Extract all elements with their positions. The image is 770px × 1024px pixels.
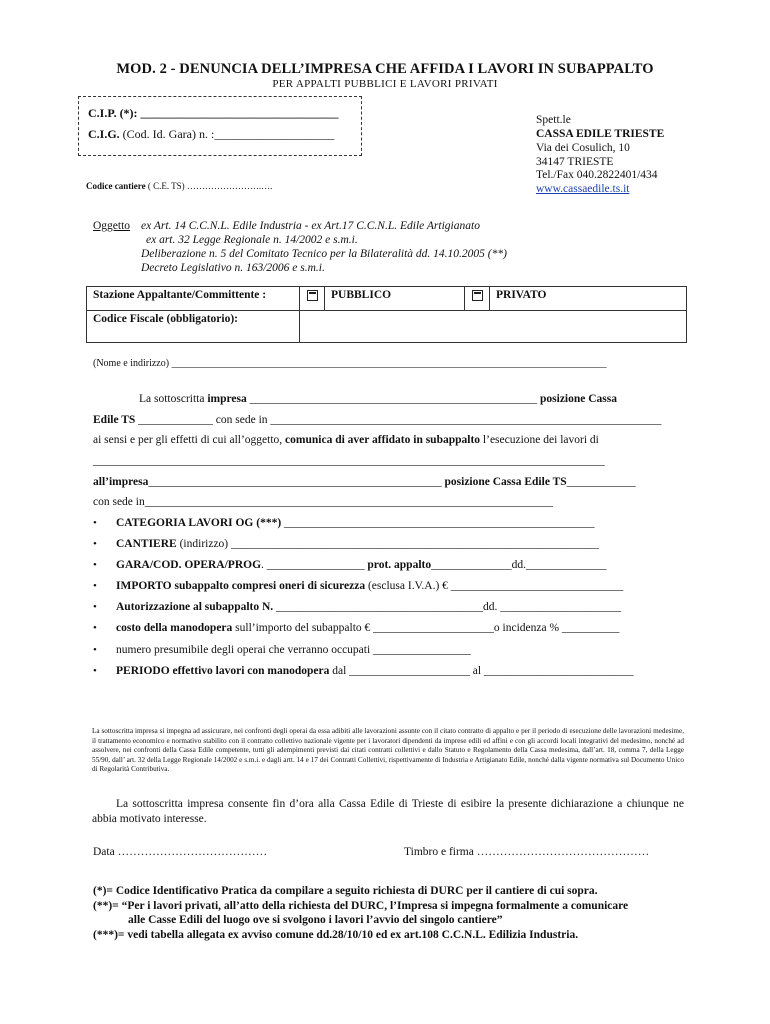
timbro-firma-field[interactable]: Timbro e firma ………………………………………	[404, 846, 650, 858]
bullet-field[interactable]	[116, 580, 623, 592]
comunica-line	[93, 434, 599, 446]
checkbox-icon	[307, 290, 318, 301]
bullet-field[interactable]	[116, 601, 621, 613]
text-span: impresa	[207, 393, 247, 405]
text-span: ______________________________________________________	[281, 517, 595, 529]
bullet-field[interactable]	[116, 644, 471, 656]
stazione-appaltante-table	[86, 286, 687, 343]
checkbox-icon	[472, 290, 483, 301]
text-span: ______________dd.______________	[431, 559, 607, 571]
text-span: Edile TS	[93, 414, 136, 426]
oggetto-line1: ex Art. 14 C.C.N.L. Edile Industria - ex Art.17 C.C.N.L. Edile Artigianato	[141, 220, 480, 232]
bullet-icon: •	[93, 559, 97, 571]
bullet-field[interactable]	[116, 517, 595, 529]
stazione-label: Stazione Appaltante/Committente :	[87, 287, 300, 311]
cig-label: C.I.G.	[88, 127, 120, 141]
oggetto-line4: Decreto Legislativo n. 163/2006 e s.m.i.	[141, 262, 325, 274]
recipient-street: Via dei Cosulich, 10	[536, 142, 630, 154]
sede-line[interactable]: con sede in_______________________________________________________________________	[93, 496, 553, 508]
text-span: ____________	[566, 476, 636, 488]
recipient-phone: Tel./Fax 040.2822401/434	[536, 169, 658, 181]
text-span: . _________________	[261, 559, 368, 571]
text-span: CATEGORIA LAVORI OG (***)	[116, 517, 282, 529]
text-span: sull’importo del subappalto € _____________________o incidenza % __________	[232, 622, 620, 634]
subappaltatore-line[interactable]	[93, 476, 636, 488]
recipient-website-link[interactable]: www.cassaedile.ts.it	[536, 183, 630, 195]
footnote-cip: (*)= Codice Identificativo Pratica da compilare a seguito richiesta di DURC per il cantiere di cui sopra.	[93, 885, 598, 897]
text-span: PERIODO effettivo lavori con manodopera	[116, 665, 330, 677]
text-span: ai sensi e per gli effetti di cui all’oggetto,	[93, 434, 286, 446]
text-span: l’esecuzione dei lavori di	[480, 434, 599, 446]
text-span: GARA/COD. OPERA/PROG	[116, 559, 262, 571]
form-subtitle: PER APPALTI PUBBLICI E LAVORI PRIVATI	[272, 78, 498, 90]
codice-fiscale-label: Codice Fiscale (obbligatorio):	[87, 311, 300, 343]
codice-fiscale-field[interactable]	[300, 311, 687, 343]
text-span: posizione Cassa	[540, 393, 617, 405]
edile-ts-line[interactable]	[93, 414, 661, 426]
text-span: posizione Cassa Edile TS	[444, 476, 567, 488]
text-span: ____________________________________dd. _____________________	[273, 601, 622, 613]
impegno-note: La sottoscritta impresa si impegna ad assicurare, nei confronti degli operai da essa adibiti alle lavorazioni assunte con il citato contratto di appalto e per il periodo di esecuzione delle lavorazioni medesime, il trattamento economico e normativo stabilito con il contratto collettivo nazionale vigente per i lavoratori dipendenti da imprese edili ed affini e con gli accordi locali integrativi del medesimo, nonché ad assolvere, nei confronti della Cassa Edile competente, tutti gli adempimenti previsti dai citati contratti collettivi e dallo Statuto e Regolamento della Cassa medesima, dall’art. 18, comma 7, della Legge 55/90, dall’ art. 32 della Legge Regionale 14/2002 e s.m.i. e dagli artt. 14 e 17 dei Contratti Collettivi, rispettivamente di Industria e Artigianato Edile, nonché dalla vigente normativa sul Documento Unico di Regolarità Contributiva.	[92, 727, 684, 774]
recipient-city: 34147 TRIESTE	[536, 156, 614, 168]
privato-checkbox[interactable]	[465, 287, 490, 311]
text-span: La sottoscritta	[139, 393, 208, 405]
bullet-icon: •	[93, 601, 97, 613]
pubblico-label: PUBBLICO	[325, 287, 465, 311]
text-span: all’impresa	[93, 476, 149, 488]
footnote-privati: (**)= “Per i lavori privati, all’atto della richiesta del DURC, l’Impresa si impegna formalmente a comunicare	[93, 900, 629, 912]
bullet-icon: •	[93, 665, 97, 677]
impresa-line[interactable]	[139, 393, 617, 405]
cig-field[interactable]	[88, 127, 334, 142]
bullet-field[interactable]	[116, 665, 633, 677]
text-span: CANTIERE	[116, 538, 177, 550]
text-span: __________________________________________________	[246, 393, 540, 405]
privato-label: PRIVATO	[490, 287, 687, 311]
codes-box	[78, 96, 362, 156]
recipient-name: CASSA EDILE TRIESTE	[536, 128, 665, 140]
bullet-icon: •	[93, 644, 97, 656]
text-span: (indirizzo) ________________________________________________________________	[176, 538, 600, 550]
footnote-privati-cont: alle Casse Edili del luogo ove si svolgono i lavori l’avvio del singolo cantiere”	[128, 914, 503, 926]
bullet-field[interactable]	[116, 622, 619, 634]
recipient-line1: Spett.le	[536, 114, 571, 126]
consent-paragraph: La sottoscritta impresa consente fin d’ora alla Cassa Edile di Trieste di esibire la presente dichiarazione a chiunque ne abbia motivato interesse.	[92, 798, 684, 825]
bullet-icon: •	[93, 580, 97, 592]
text-span: ___________________________________________________	[148, 476, 445, 488]
text-span: dal _____________________ al __________________________	[329, 665, 634, 677]
form-title: MOD. 2 - DENUNCIA DELL’IMPRESA CHE AFFIDA I LAVORI IN SUBAPPALTO	[116, 61, 654, 77]
cig-rest: (Cod. Id. Gara) n. :____________________	[119, 127, 335, 141]
text-span: numero presumibile degli operai che verranno occupati _________________	[116, 644, 471, 656]
pubblico-checkbox[interactable]	[300, 287, 325, 311]
bullet-field[interactable]	[116, 538, 599, 550]
nome-indirizzo-field[interactable]: (Nome e indirizzo) _______________________________________________________________________________________	[93, 358, 607, 369]
text-span: Autorizzazione al subappalto N.	[116, 601, 274, 613]
oggetto-line3: Deliberazione n. 5 del Comitato Tecnico per la Bilateralità dd. 14.10.2005 (**)	[141, 248, 507, 260]
data-field[interactable]: Data …………………………………	[93, 846, 268, 858]
text-span: IMPORTO subappalto compresi oneri di sicurezza	[116, 580, 366, 592]
bullet-icon: •	[93, 538, 97, 550]
text-span: _____________ con sede in ____________________________________________________________________	[135, 414, 662, 426]
text-span: prot. appalto	[367, 559, 432, 571]
bullet-field[interactable]	[116, 559, 606, 571]
bullet-icon: •	[93, 622, 97, 634]
cip-field[interactable]: C.I.P. (*): _________________________________	[88, 106, 339, 120]
codice-cantiere-field[interactable]	[86, 181, 272, 191]
text-span: (esclusa I.V.A.) € ______________________________	[365, 580, 624, 592]
oggetto-line2: ex art. 32 Legge Regionale n. 14/2002 e s.m.i.	[146, 234, 358, 246]
cantiere-rest: ( C.E. TS) …………………….….	[145, 181, 273, 191]
oggetto-label: Oggetto	[93, 220, 131, 232]
bullet-icon: •	[93, 517, 97, 529]
footnote-tabella: (***)= vedi tabella allegata ex avviso comune dd.28/10/10 ed ex art.108 C.C.N.L. Edilizia Industria.	[93, 929, 579, 941]
text-span: comunica di aver affidato in subappalto	[285, 434, 481, 446]
lavori-field[interactable]: _________________________________________________________________________________________	[93, 455, 605, 467]
text-span: costo della manodopera	[116, 622, 233, 634]
cantiere-label: Codice cantiere	[86, 181, 146, 191]
